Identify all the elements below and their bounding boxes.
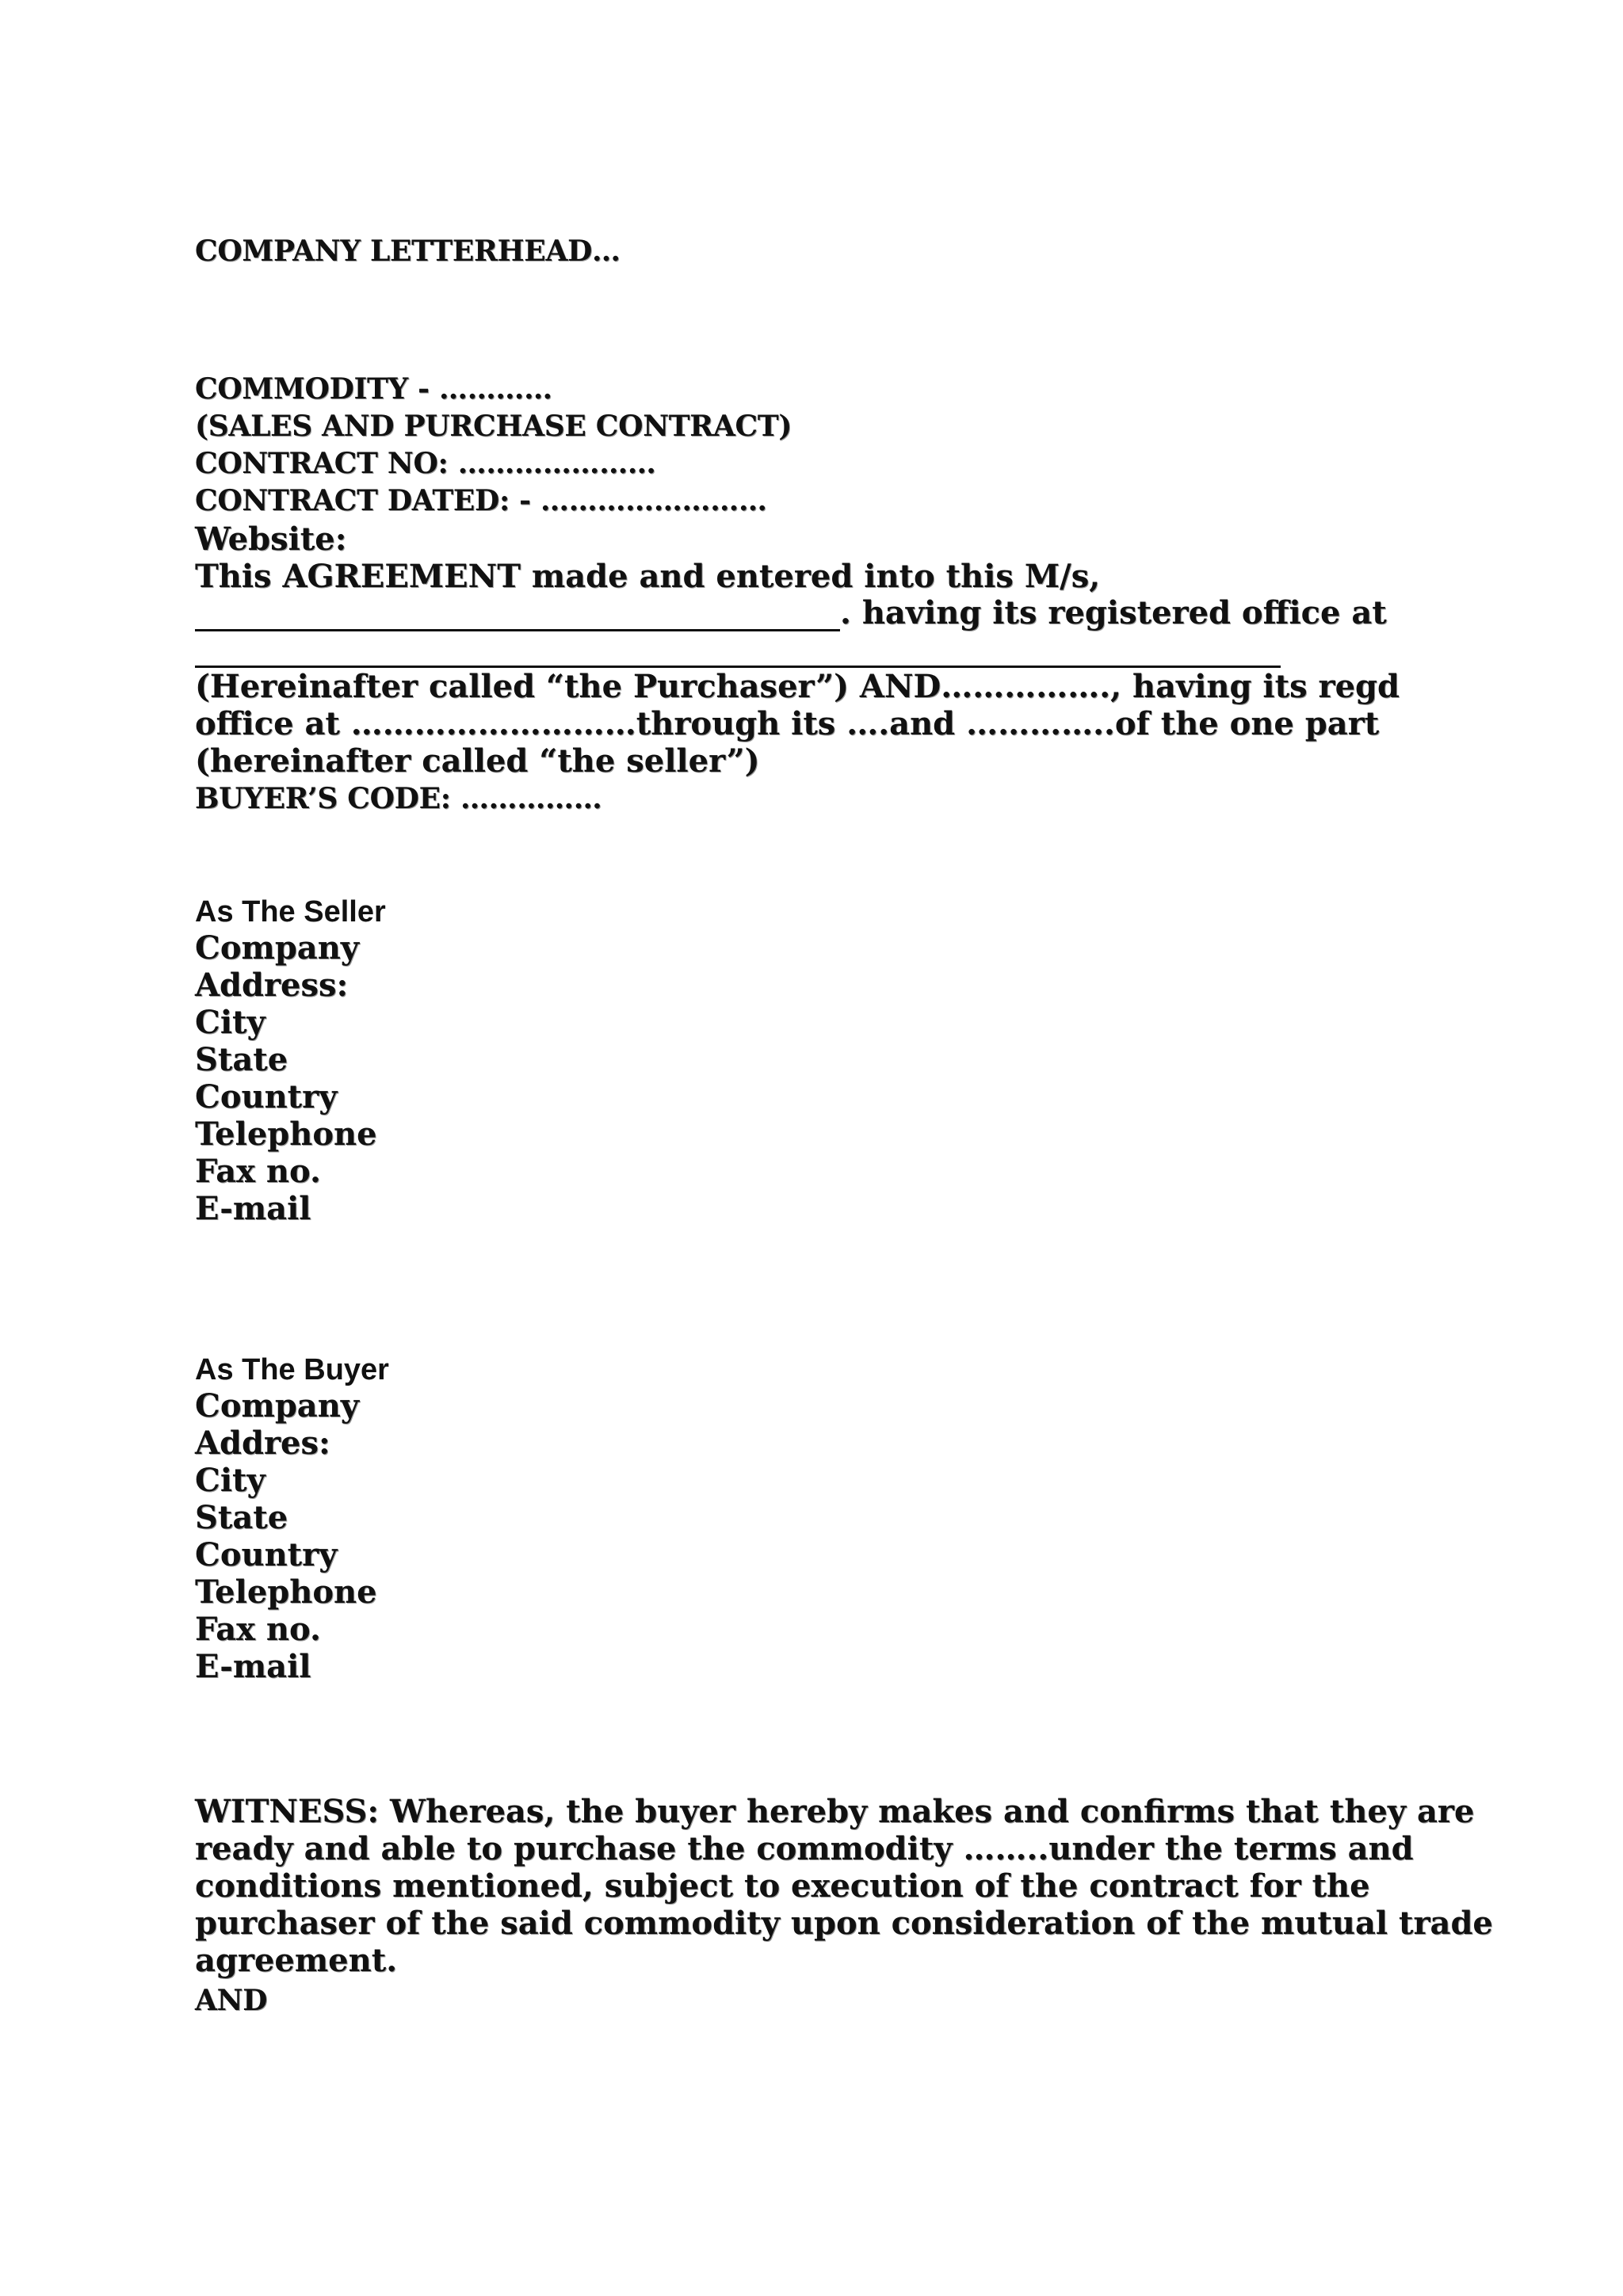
buyer-field-company: Company xyxy=(195,1387,360,1425)
office-line: office at ………………………through its ….and …………..of the one part xyxy=(195,705,1380,742)
contract-number-line: CONTRACT NO: ………………… xyxy=(195,447,656,480)
seller-field-address: Address: xyxy=(195,967,349,1004)
registered-office-line: . having its registered office at xyxy=(840,594,1387,631)
seller-field-company: Company xyxy=(195,929,360,967)
buyer-field-state: State xyxy=(195,1499,288,1536)
sales-purchase-contract-label: (SALES AND PURCHASE CONTRACT) xyxy=(195,410,792,443)
seller-field-telephone: Telephone xyxy=(195,1116,377,1153)
buyer-fields xyxy=(195,1387,377,1685)
witness-line: WITNESS: Whereas, the buyer hereby makes and confirms that they are xyxy=(195,1793,1475,1830)
buyer-field-city: City xyxy=(195,1462,265,1499)
buyer-field-country: Country xyxy=(195,1536,338,1573)
witness-paragraph xyxy=(195,1793,1493,1979)
seller-field-state: State xyxy=(195,1041,288,1078)
seller-fields xyxy=(195,929,377,1227)
witness-line: purchaser of the said commodity upon consideration of the mutual trade xyxy=(195,1905,1493,1942)
buyer-field-fax: Fax no. xyxy=(195,1611,321,1648)
and-label: AND xyxy=(195,1984,268,2017)
seller-definition-line: (hereinafter called “the seller”) xyxy=(195,742,760,780)
agreement-line: This AGREEMENT made and entered into this M/s, xyxy=(195,558,1101,595)
buyer-field-address: Addres: xyxy=(195,1425,330,1462)
seller-field-country: Country xyxy=(195,1078,338,1116)
commodity-line: COMMODITY - ………… xyxy=(195,372,552,406)
seller-field-email: E-mail xyxy=(195,1190,311,1227)
company-letterhead: COMPANY LETTERHEAD… xyxy=(195,235,621,268)
seller-heading: As The Seller xyxy=(195,895,386,929)
buyer-field-email: E-mail xyxy=(195,1648,311,1685)
purchaser-line: (Hereinafter called “the Purchaser”) AND……………., having its regd xyxy=(195,668,1400,705)
seller-field-city: City xyxy=(195,1004,265,1041)
seller-field-fax: Fax no. xyxy=(195,1153,321,1190)
buyer-heading: As The Buyer xyxy=(195,1353,389,1386)
contract-dated-line: CONTRACT DATED: - …………………… xyxy=(195,484,767,517)
witness-line: ready and able to purchase the commodity ……..under the terms and xyxy=(195,1830,1414,1867)
witness-line: agreement. xyxy=(195,1942,398,1979)
buyer-code-line: BUYER’S CODE: …………… xyxy=(195,782,602,815)
party-name-blank xyxy=(195,629,840,631)
witness-line: conditions mentioned, subject to execution of the contract for the xyxy=(195,1867,1370,1905)
website-label: Website: xyxy=(195,521,347,558)
buyer-field-telephone: Telephone xyxy=(195,1573,377,1611)
